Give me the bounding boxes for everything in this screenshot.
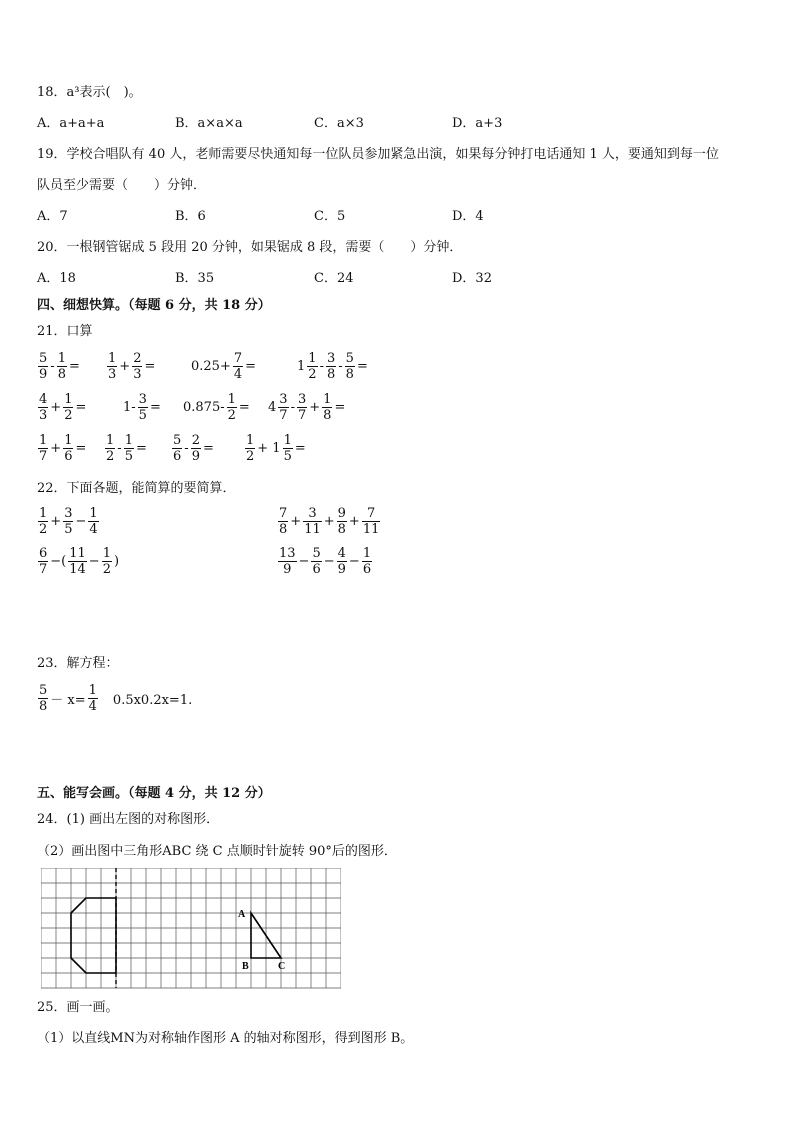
denominator: 8: [39, 699, 48, 714]
operator: -: [319, 359, 324, 374]
q18-option-d: D．a+3: [452, 116, 503, 131]
operator: −: [75, 514, 87, 529]
numerator: 7: [233, 351, 243, 366]
q21-expr: [267, 392, 346, 423]
denominator: 4: [88, 699, 97, 714]
q19-stem-line1: 19．学校合唱队有 40 人，老师需要尽快通知每一位队员参加紧急出演，如果每分钟打电话通知 1 人，要通知到每一位: [37, 147, 719, 162]
denominator: 2: [106, 449, 115, 464]
q22-expr-3: [37, 546, 120, 577]
fraction: [132, 351, 142, 382]
denominator: 6: [312, 562, 321, 577]
fraction: [362, 546, 372, 577]
numerator: 1: [57, 351, 66, 366]
q22-expr-2: [277, 506, 381, 537]
fraction: [107, 351, 117, 382]
q19-option-d: D．4: [452, 209, 484, 224]
numerator: 1: [323, 392, 332, 407]
section5-heading: 五、能写会画。（每题 4 分，共 12 分）: [37, 786, 271, 801]
numerator: 1: [108, 351, 117, 366]
numerator: 5: [39, 683, 48, 698]
q21-expr: [122, 392, 162, 423]
operator: ): [113, 554, 120, 569]
operator: 1: [297, 359, 306, 374]
operator: −: [323, 554, 335, 569]
q23-equations: [37, 683, 193, 714]
q19-option-c: C．5: [314, 209, 346, 224]
denominator: 2: [64, 408, 73, 423]
operator: +: [50, 441, 62, 456]
q25-title: 25．画一画。: [37, 1000, 119, 1015]
q20-option-d: D．32: [452, 271, 492, 286]
numerator: 3: [297, 392, 307, 407]
denominator: 11: [304, 522, 321, 537]
denominator: 6: [362, 562, 372, 577]
q20-option-c: C．24: [314, 271, 354, 286]
fraction: [337, 506, 347, 537]
numerator: 1: [246, 433, 255, 448]
q21-expr: [182, 392, 251, 423]
fraction: [278, 392, 288, 423]
operator: =: [356, 359, 368, 374]
q22-expr-1: [37, 506, 100, 537]
denominator: 8: [345, 367, 354, 382]
denominator: 8: [57, 367, 66, 382]
numerator: 1: [102, 546, 111, 561]
fraction: [191, 433, 201, 464]
q20-stem: 20．一根钢管锯成 5 段用 20 分钟，如果锯成 8 段，需要（ ）分钟．: [37, 240, 463, 255]
numerator: 2: [133, 351, 142, 366]
operator: +: [119, 359, 131, 374]
fraction: [102, 546, 112, 577]
q20-option-b: B．35: [175, 271, 215, 286]
fraction: [38, 433, 48, 464]
denominator: 2: [308, 367, 317, 382]
denominator: 8: [279, 522, 288, 537]
q19-stem-line2: 队员至少需要（ ）分钟．: [37, 178, 207, 193]
q21-expr: [104, 433, 148, 464]
denominator: 2: [102, 562, 111, 577]
operator: =: [75, 441, 87, 456]
operator: =: [245, 359, 257, 374]
fraction: [362, 506, 381, 537]
operator: −: [348, 554, 360, 569]
operator: =: [144, 359, 156, 374]
q18-stem: 18．a³表示( )。: [37, 85, 142, 100]
q22-expr-4: [277, 546, 373, 577]
operator: =: [202, 441, 214, 456]
operator: +: [323, 514, 335, 529]
operator: =: [135, 441, 147, 456]
operator: +: [309, 400, 321, 415]
fraction: [63, 506, 73, 537]
operator: −: [88, 554, 100, 569]
denominator: 6: [173, 449, 182, 464]
numerator: 1: [39, 433, 48, 448]
numerator: 4: [337, 546, 346, 561]
fraction: [38, 506, 48, 537]
operator: +: [50, 514, 62, 529]
numerator: 3: [64, 506, 73, 521]
numerator: 5: [345, 351, 354, 366]
numerator: 7: [279, 506, 288, 521]
operator: -: [290, 400, 295, 415]
fraction: [88, 683, 98, 714]
fraction: [322, 392, 332, 423]
fraction: [172, 433, 182, 464]
q20-option-a: A．18: [37, 271, 76, 286]
fraction: [337, 546, 347, 577]
fraction: [38, 351, 48, 382]
numerator: 4: [39, 392, 48, 407]
fraction: [105, 433, 115, 464]
operator: =: [238, 400, 250, 415]
operator: 0.5x0.2x=1.: [99, 693, 193, 708]
denominator: 9: [191, 449, 200, 464]
numerator: 3: [326, 351, 336, 366]
fraction: [68, 546, 87, 577]
operator: −(: [50, 554, 67, 569]
numerator: 1: [39, 506, 48, 521]
fraction: [278, 546, 297, 577]
denominator: 5: [283, 449, 292, 464]
denominator: 5: [124, 449, 133, 464]
operator: 1-: [123, 400, 136, 415]
q25-part1: （1）以直线MN为对称轴作图形 A 的轴对称图形，得到图形 B。: [37, 1031, 414, 1046]
operator: -: [50, 359, 55, 374]
q21-expr: [171, 433, 215, 464]
denominator: 4: [89, 522, 98, 537]
denominator: 8: [326, 367, 336, 382]
numerator: 1: [308, 351, 317, 366]
operator: =: [75, 400, 87, 415]
section4-heading: 四、细想快算。（每题 6 分，共 18 分）: [37, 298, 271, 313]
fraction: [278, 506, 288, 537]
operator: +: [348, 514, 360, 529]
numerator: 1: [283, 433, 292, 448]
fraction: [88, 506, 98, 537]
numerator: 5: [312, 546, 321, 561]
q19-option-a: A．7: [37, 209, 68, 224]
numerator: 5: [39, 351, 48, 366]
denominator: 2: [39, 522, 48, 537]
fraction: [57, 351, 67, 382]
operator: 0.875-: [183, 400, 225, 415]
label-c: C: [278, 961, 286, 972]
denominator: 8: [337, 522, 346, 537]
fraction: [307, 351, 317, 382]
numerator: 1: [227, 392, 236, 407]
denominator: 9: [337, 562, 346, 577]
label-b: B: [242, 961, 249, 972]
fraction: [138, 392, 148, 423]
q22-title: 22．下面各题，能简算的要简算．: [37, 481, 236, 496]
numerator: 2: [191, 433, 200, 448]
denominator: 6: [64, 449, 73, 464]
fraction: [303, 506, 322, 537]
fraction: [63, 433, 73, 464]
fraction: [326, 351, 336, 382]
fraction: [38, 546, 48, 577]
numerator: 6: [39, 546, 48, 561]
operator: 4: [268, 400, 277, 415]
numerator: 7: [362, 506, 381, 522]
denominator: 7: [39, 562, 48, 577]
operator: =: [68, 359, 80, 374]
fraction: [227, 392, 237, 423]
operator: =: [334, 400, 346, 415]
q21-expr: [190, 351, 257, 382]
drawing-grid: [41, 868, 341, 990]
denominator: 3: [39, 408, 48, 423]
denominator: 9: [39, 367, 48, 382]
operator: 0.25+: [191, 359, 231, 374]
numerator: 1: [88, 683, 97, 698]
q18-option-b: B．a×a×a: [175, 116, 243, 131]
fraction: [233, 351, 243, 382]
grid-lines: [41, 868, 341, 988]
q21-expr: [296, 351, 369, 382]
operator: -: [117, 441, 122, 456]
denominator: 14: [69, 562, 86, 577]
operator: － x=: [50, 693, 86, 708]
operator: =: [149, 400, 161, 415]
denominator: 9: [283, 562, 292, 577]
numerator: 1: [362, 546, 372, 561]
operator: +: [290, 514, 302, 529]
q18-option-c: C．a×3: [314, 116, 364, 131]
operator: -: [184, 441, 189, 456]
q21-expr: [244, 433, 307, 464]
numerator: 11: [69, 546, 86, 561]
denominator: 11: [362, 522, 380, 537]
fraction: [124, 433, 134, 464]
q21-expr: [37, 351, 81, 382]
numerator: 13: [279, 546, 296, 561]
numerator: 9: [337, 506, 346, 521]
numerator: 3: [138, 392, 147, 407]
denominator: 5: [64, 522, 73, 537]
operator: −: [298, 554, 310, 569]
operator: =: [294, 441, 306, 456]
fraction: [311, 546, 321, 577]
operator: +: [50, 400, 62, 415]
q23-title: 23．解方程：: [37, 656, 119, 671]
denominator: 2: [227, 408, 236, 423]
q19-option-b: B．6: [175, 209, 206, 224]
q21-expr: [106, 351, 156, 382]
denominator: 3: [133, 367, 142, 382]
numerator: 3: [279, 392, 288, 407]
label-a: A: [238, 909, 246, 920]
q21-expr: [37, 433, 87, 464]
denominator: 7: [279, 408, 288, 423]
half-shape: [71, 898, 116, 973]
operator: -: [338, 359, 343, 374]
q21-title: 21．口算: [37, 324, 93, 339]
denominator: 4: [233, 367, 243, 382]
denominator: 2: [246, 449, 255, 464]
numerator: 5: [173, 433, 182, 448]
numerator: 1: [106, 433, 115, 448]
denominator: 3: [108, 367, 117, 382]
denominator: 5: [138, 408, 147, 423]
fraction: [297, 392, 307, 423]
numerator: 3: [303, 506, 322, 522]
q21-expr: [37, 392, 87, 423]
q24-part2: （2）画出图中三角形ABC 绕 C 点顺时针旋转 90°后的图形．: [37, 844, 397, 859]
denominator: 8: [323, 408, 332, 423]
fraction: [63, 392, 73, 423]
fraction: [38, 683, 48, 714]
fraction: [345, 351, 355, 382]
numerator: 1: [64, 392, 73, 407]
denominator: 7: [39, 449, 48, 464]
numerator: 1: [64, 433, 73, 448]
denominator: 7: [297, 408, 307, 423]
operator: + 1: [257, 441, 281, 456]
q24-part1: 24．(1) 画出左图的对称图形．: [37, 812, 220, 827]
fraction: [283, 433, 293, 464]
numerator: 1: [124, 433, 133, 448]
fraction: [38, 392, 48, 423]
numerator: 1: [89, 506, 98, 521]
q18-option-a: A．a+a+a: [37, 116, 105, 131]
fraction: [245, 433, 255, 464]
